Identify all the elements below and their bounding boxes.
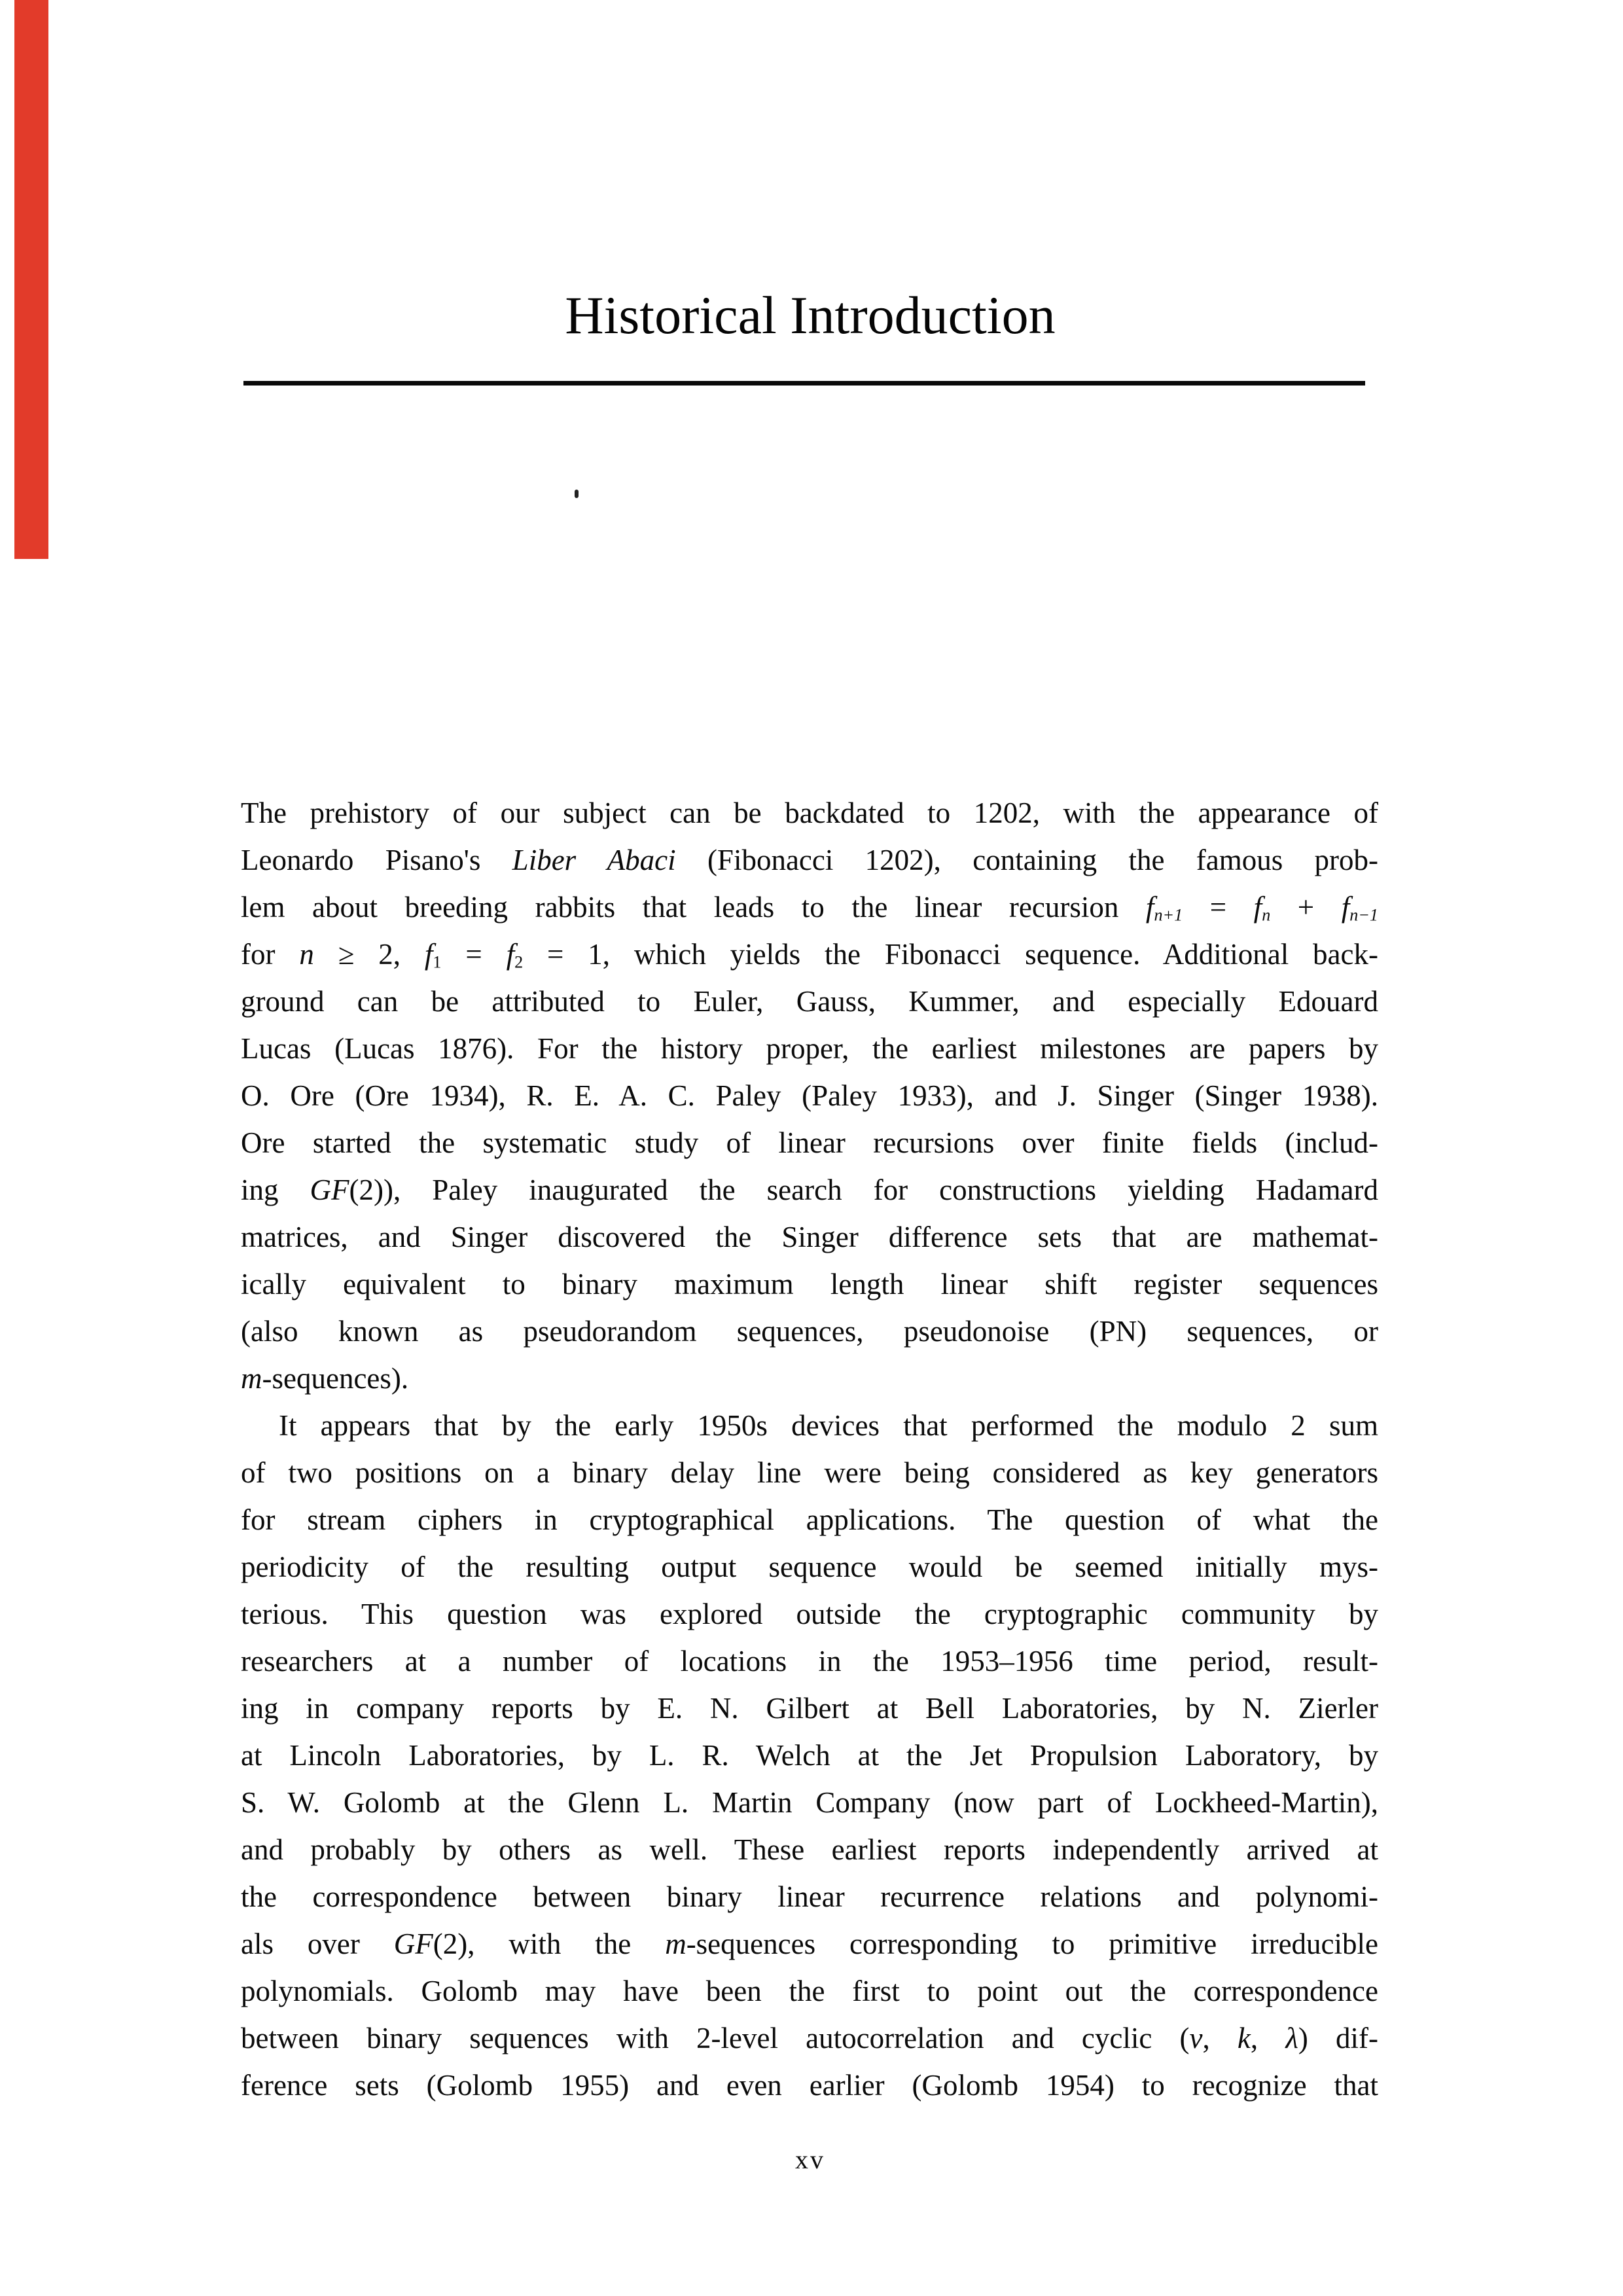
text-line [241,1025,1378,1072]
text-line [241,1638,1378,1685]
text-line [241,1072,1378,1119]
text-line [241,1685,1378,1732]
text-segment: + [1270,891,1342,924]
text-segment: It appears that by the early 1950s devices that performed the modulo 2 sum [279,1409,1378,1442]
text-segment: n+1 [1154,905,1183,925]
text-segment: (2), with the [433,1928,666,1960]
text-segment: ing in company reports by E. N. Gilbert at Bell Laboratories, by N. Zierler [241,1692,1378,1725]
text-segment: matrices, and Singer discovered the Singer difference sets that are mathemat- [241,1221,1378,1253]
text-segment: λ [1285,2022,1298,2054]
text-segment: ) dif- [1298,2022,1378,2054]
text-line [241,1543,1378,1590]
text-segment: the correspondence between binary linear recurrence relations and polynomi- [241,1880,1378,1913]
text-segment: Lucas (Lucas 1876). For the history proper, the earliest milestones are papers by [241,1032,1378,1065]
text-segment: O. Ore (Ore 1934), R. E. A. C. Paley (Paley 1933), and J. Singer (Singer 1938). [241,1079,1378,1112]
text-line [241,978,1378,1025]
text-segment: -sequences corresponding to primitive irreducible [686,1928,1378,1960]
text-line [241,1590,1378,1638]
text-segment: ference sets (Golomb 1955) and even earlier (Golomb 1954) to recognize that [241,2069,1378,2102]
text-segment: for stream ciphers in cryptographical applications. The question of what the [241,1503,1378,1536]
text-segment: -sequences). [262,1362,409,1395]
text-line [241,1355,1378,1402]
scan-artifact-dot [575,490,579,498]
text-segment: researchers at a number of locations in the 1953–1956 time period, result- [241,1645,1378,1677]
text-segment: ground can be attributed to Euler, Gauss, Kummer, and especially Edouard [241,985,1378,1018]
text-segment: f [1145,891,1154,924]
text-segment: ing [241,1174,310,1206]
text-segment: Ore started the systematic study of linear recursions over finite fields (includ- [241,1126,1378,1159]
text-line [241,1213,1378,1261]
text-line [241,1166,1378,1213]
text-segment: polynomials. Golomb may have been the first to point out the correspondence [241,1975,1378,2007]
text-segment: S. W. Golomb at the Glenn L. Martin Company (now part of Lockheed-Martin), [241,1786,1378,1819]
text-line [241,2015,1378,2062]
page-title: Historical Introduction [565,285,1056,345]
text-segment: k [1237,2022,1251,2054]
text-line [241,1920,1378,1967]
text-segment: Leonardo Pisano's [241,844,512,876]
text-line [241,1732,1378,1779]
text-segment: for [241,938,300,971]
text-segment: Liber Abaci [512,844,676,876]
text-line [241,1873,1378,1920]
text-segment: The prehistory of our subject can be backdated to 1202, with the appearance of [241,797,1378,829]
title-rule [243,381,1365,386]
text-segment: f [1341,891,1350,924]
text-line [241,931,1378,978]
text-segment: 2 [514,952,524,972]
text-segment: , [1202,2022,1238,2054]
text-line [241,1779,1378,1826]
text-segment: , [1250,2022,1286,2054]
text-segment: v [1189,2022,1203,2054]
text-line [241,1449,1378,1496]
text-segment: = [1183,891,1254,924]
text-segment: als over [241,1928,394,1960]
text-line [241,1119,1378,1166]
text-segment: lem about breeding rabbits that leads to the linear recursion [241,891,1146,924]
text-segment: n [299,938,314,971]
text-segment: (Fibonacci 1202), containing the famous prob- [675,844,1378,876]
text-segment: = [441,938,507,971]
text-segment: = 1, which yields the Fibonacci sequence. Additional back- [523,938,1378,971]
text-line [241,2062,1378,2109]
text-segment: (also known as pseudorandom sequences, pseudonoise (PN) sequences, or [241,1315,1378,1348]
text-segment: periodicity of the resulting output sequence would be seemed initially mys- [241,1551,1378,1583]
text-segment: and probably by others as well. These earliest reports independently arrived at [241,1833,1378,1866]
text-line [241,1308,1378,1355]
text-segment: m [241,1362,262,1395]
text-line [241,1496,1378,1543]
text-segment: ≥ 2, [313,938,425,971]
text-segment: GF [393,1928,433,1960]
text-segment: m [665,1928,687,1960]
body-text [241,789,1378,2109]
page-number: xv [795,2145,825,2174]
text-line [241,789,1378,836]
text-segment: n [1262,905,1271,925]
text-segment: between binary sequences with 2-level autocorrelation and cyclic ( [241,2022,1190,2054]
text-segment: f [506,938,515,971]
text-segment: ically equivalent to binary maximum length linear shift register sequences [241,1268,1378,1300]
text-line [241,1826,1378,1873]
text-line [241,1402,1378,1449]
text-segment: at Lincoln Laboratories, by L. R. Welch at the Jet Propulsion Laboratory, by [241,1739,1378,1772]
text-segment: f [424,938,433,971]
text-segment: n−1 [1349,905,1378,925]
text-line [241,884,1378,931]
text-line [241,1967,1378,2015]
text-segment: GF [310,1174,349,1206]
text-line [241,1261,1378,1308]
text-segment: terious. This question was explored outside the cryptographic community by [241,1598,1378,1630]
text-segment: f [1253,891,1262,924]
text-segment: (2)), Paley inaugurated the search for constructions yielding Hadamard [349,1174,1378,1206]
red-bookmark-stripe [14,0,48,559]
text-segment: of two positions on a binary delay line were being considered as key generators [241,1456,1378,1489]
text-line [241,836,1378,884]
text-segment: 1 [433,952,442,972]
